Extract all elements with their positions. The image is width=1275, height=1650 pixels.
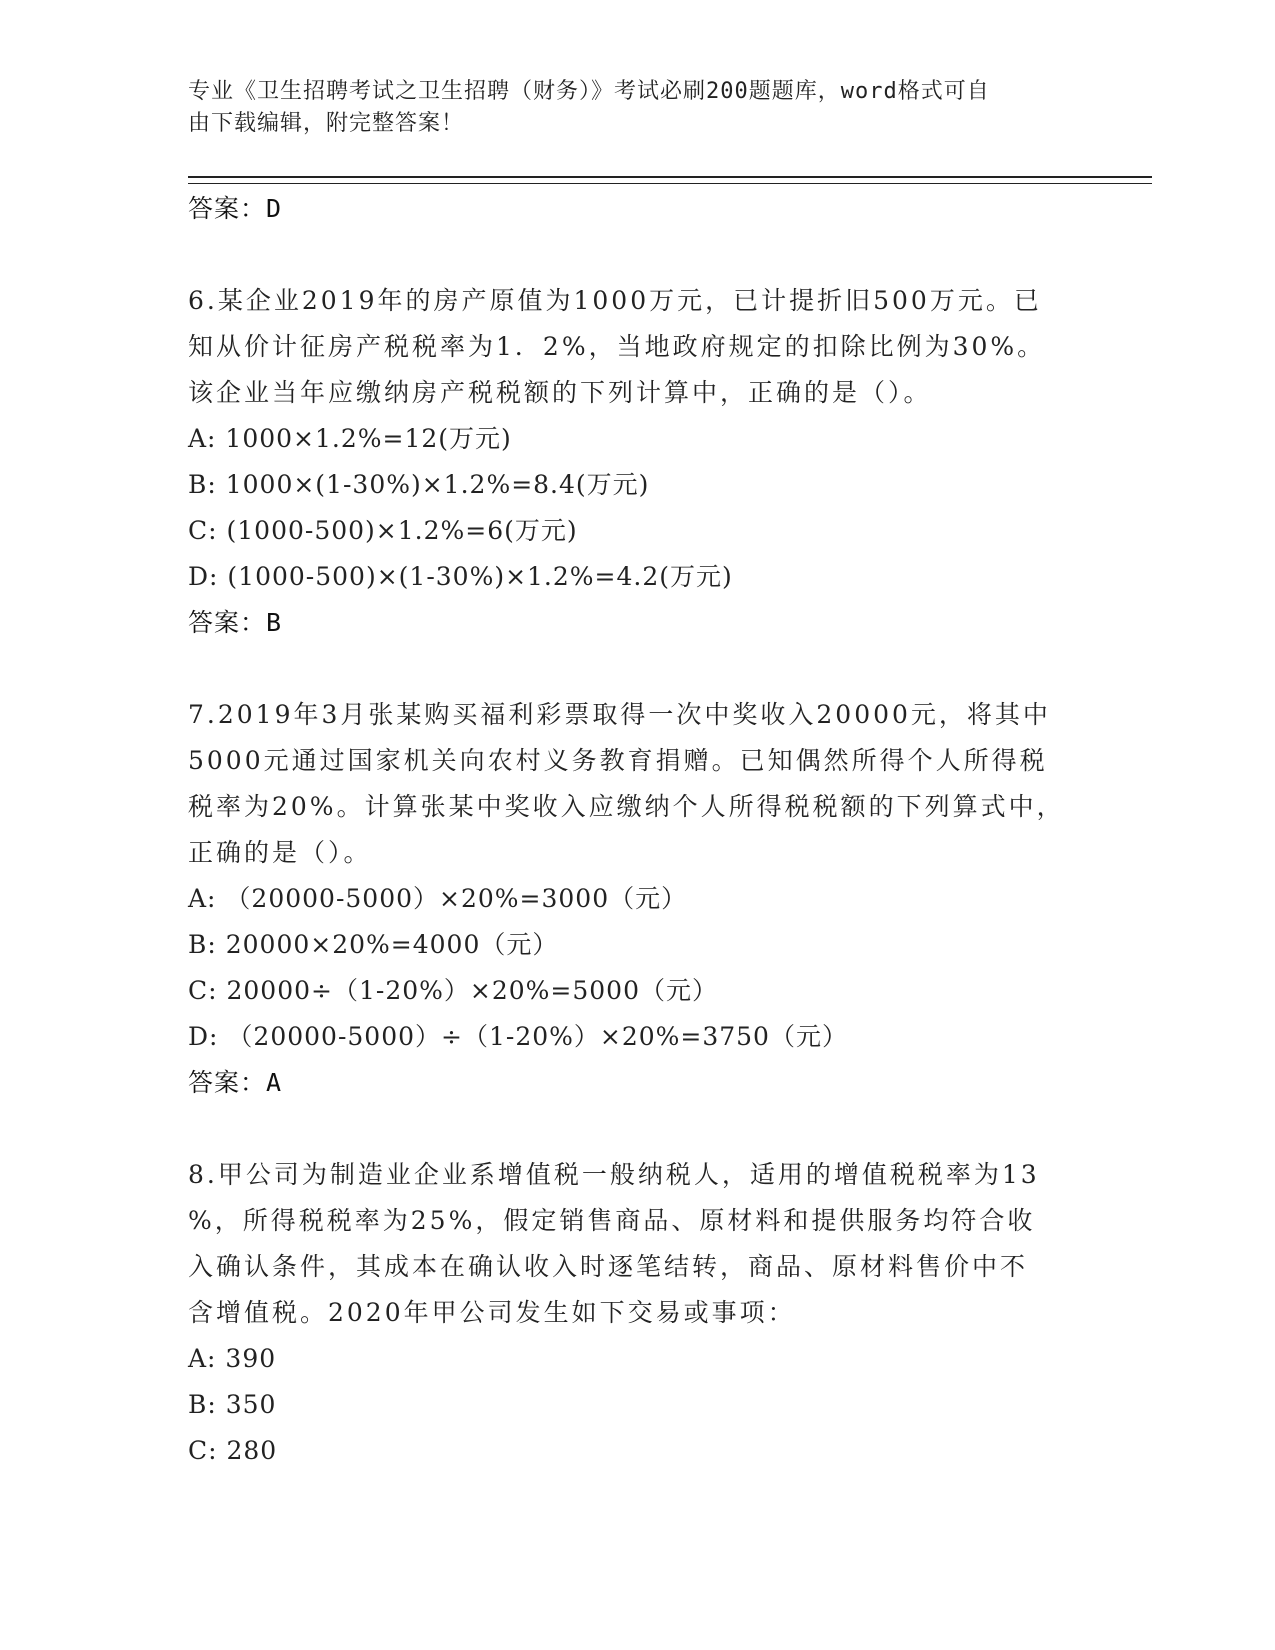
question-7-line-2: 5000元通过国家机关向农村义务教育捐赠。已知偶然所得个人所得税 (188, 746, 1048, 775)
question-6-option-b: B: 1000×(1-30%)×1.2%=8.4(万元) (188, 470, 650, 499)
answer-5: 答案：D (188, 194, 283, 223)
question-7-option-b: B: 20000×20%=4000（元） (188, 930, 559, 959)
header-line-1: 专业《卫生招聘考试之卫生招聘（财务）》考试必刷200题题库，word格式可自 (188, 79, 990, 104)
question-6-line-2: 知从价计征房产税税率为1．2%，当地政府规定的扣除比例为30%。 (188, 332, 1046, 361)
question-6-line-1: 6.某企业2019年的房产原值为1000万元，已计提折旧500万元。已 (188, 286, 1042, 315)
question-8-line-1: 8.甲公司为制造业企业系增值税一般纳税人，适用的增值税税率为13 (188, 1160, 1040, 1189)
question-6 (188, 278, 1068, 646)
header-line-2: 由下载编辑，附完整答案！ (188, 111, 465, 136)
question-8-option-b: B: 350 (188, 1390, 277, 1419)
question-6-line-3: 该企业当年应缴纳房产税税额的下列计算中，正确的是（）。 (188, 378, 932, 407)
question-8-line-3: 入确认条件，其成本在确认收入时逐笔结转，商品、原材料售价中不 (188, 1252, 1029, 1281)
spacer (188, 646, 1068, 692)
question-7-line-4: 正确的是（）。 (188, 838, 372, 867)
question-8-line-2: %，所得税税率为25%，假定销售商品、原材料和提供服务均符合收 (188, 1206, 1036, 1235)
question-8-option-a: A: 390 (188, 1344, 277, 1373)
question-8 (188, 1152, 1068, 1474)
question-7 (188, 692, 1068, 1106)
question-7-line-1: 7.2019年3月张某购买福利彩票取得一次中奖收入20000元，将其中 (188, 700, 1051, 729)
question-8-line-4: 含增值税。2020年甲公司发生如下交易或事项： (188, 1298, 796, 1327)
question-6-option-d: D: (1000-500)×(1-30%)×1.2%=4.2(万元) (188, 562, 733, 591)
question-7-option-a: A: （20000-5000）×20%=3000（元） (188, 884, 688, 913)
question-8-option-c: C: 280 (188, 1436, 278, 1465)
document-header (188, 76, 1068, 140)
header-divider-thick (188, 176, 1152, 178)
spacer (188, 232, 1068, 278)
question-6-option-c: C: (1000-500)×1.2%=6(万元) (188, 516, 578, 545)
question-7-option-c: C: 20000÷（1-20%）×20%=5000（元） (188, 976, 718, 1005)
document-body (188, 186, 1068, 1474)
question-7-option-d: D: （20000-5000）÷（1-20%）×20%=3750（元） (188, 1022, 848, 1051)
spacer (188, 1106, 1068, 1152)
question-6-option-a: A: 1000×1.2%=12(万元) (188, 424, 512, 453)
answer-7: 答案：A (188, 1068, 283, 1097)
answer-6: 答案：B (188, 608, 283, 637)
question-7-line-3: 税率为20%。计算张某中奖收入应缴纳个人所得税税额的下列算式中， (188, 792, 1065, 821)
header-divider-thin (188, 183, 1152, 184)
